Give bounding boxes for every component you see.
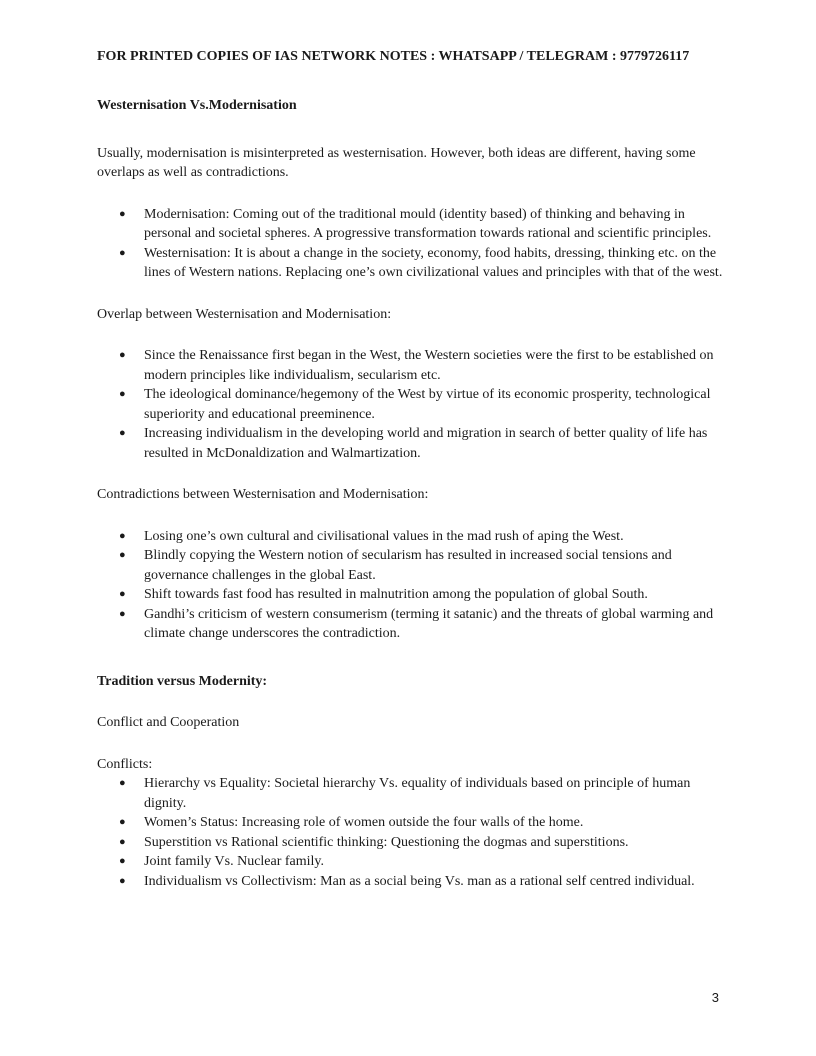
list-item-text: Joint family Vs. Nuclear family. [144,854,325,869]
list-item [97,385,727,424]
list-item [97,833,727,853]
list-item-text: Gandhi’s criticism of western consumerism (terming it satanic) and the threats of global warming and climate change underscores the contradiction. [144,606,714,641]
list-item-text: Westernisation: It is about a change in the society, economy, food habits, dressing, thinking etc. on the lines of Western nations. Replacing one’s own civilizational values and principles with that of the west. [144,245,723,280]
subtitle-conflict-cooperation: Conflict and Cooperation [97,715,240,730]
list-item [97,813,727,833]
list-item [97,424,727,463]
bullet-icon: ● [119,529,126,542]
document-body [97,96,727,891]
list-item [97,852,727,872]
overlap-heading: Overlap between Westernisation and Modernisation: [97,306,392,322]
list-item [97,774,727,813]
contradictions-heading: Contradictions between Westernisation and Modernisation: [97,487,429,502]
list-item-text: Since the Renaissance first began in the West, the Western societies were the first to be established on modern principles like individualism, secularism etc. [144,348,714,383]
list-item-text: Losing one’s own cultural and civilisational values in the mad rush of aping the West. [144,528,624,544]
list-item-text: The ideological dominance/hegemony of the West by virtue of its economic prosperity, technological superiority and educational preeminence. [144,387,711,422]
bullet-icon: ● [119,207,126,220]
list-item-text: Individualism vs Collectivism: Man as a social being Vs. man as a rational self centred individual. [144,873,695,889]
bullet-icon: ● [119,816,126,828]
bullet-icon: ● [119,607,126,620]
bullet-icon: ● [119,388,126,400]
bullet-icon: ● [119,549,126,561]
list-item-text: Modernisation: Coming out of the traditional mould (identity based) of thinking and behaving in personal and societal spheres. A progressive transformation towards rational and scientific principles. [144,206,712,241]
page-header-banner: FOR PRINTED COPIES OF IAS NETWORK NOTES : WHATSAPP / TELEGRAM : 9779726117 [97,49,690,64]
conflicts-label: Conflicts: [97,756,153,772]
page-number: 3 [711,990,719,1005]
list-item [97,244,727,283]
list-item-text: Shift towards fast food has resulted in malnutrition among the population of global South. [144,587,648,602]
bullet-icon: ● [119,246,126,259]
intro-paragraph: Usually, modernisation is misinterpreted as westernisation. However, both ideas are different, having some overlaps as well as contradictions. [97,145,696,180]
overlap-list [97,346,727,463]
list-item [97,527,727,547]
list-item [97,205,727,244]
section-heading-westernisation-vs-modernisation: Westernisation Vs.Modernisation [97,98,297,113]
bullet-icon: ● [119,835,126,848]
list-item [97,546,727,585]
bullet-icon: ● [119,427,126,439]
list-item-text: Increasing individualism in the developing world and migration in search of better quality of life has resulted in McDonaldization and Walmartization. [144,426,708,461]
bullet-icon: ● [119,874,126,887]
bullet-icon: ● [119,855,126,867]
list-item-text: Women’s Status: Increasing role of women outside the four walls of the home. [144,815,584,830]
definitions-list [97,205,727,283]
bullet-icon: ● [119,777,126,789]
list-item [97,585,727,605]
list-item [97,346,727,385]
list-item-text: Hierarchy vs Equality: Societal hierarchy Vs. equality of individuals based on principle of human dignity. [144,776,691,811]
list-item-text: Superstition vs Rational scientific thinking: Questioning the dogmas and superstitions. [144,834,629,850]
contradictions-list [97,527,727,644]
list-item-text: Blindly copying the Western notion of secularism has resulted in increased social tensions and governance challenges in the global East. [144,548,672,583]
conflicts-list [97,774,727,891]
list-item [97,605,727,644]
bullet-icon: ● [119,349,126,361]
section-heading-tradition-vs-modernity: Tradition versus Modernity: [97,673,268,689]
list-item [97,872,727,892]
bullet-icon: ● [119,588,126,600]
